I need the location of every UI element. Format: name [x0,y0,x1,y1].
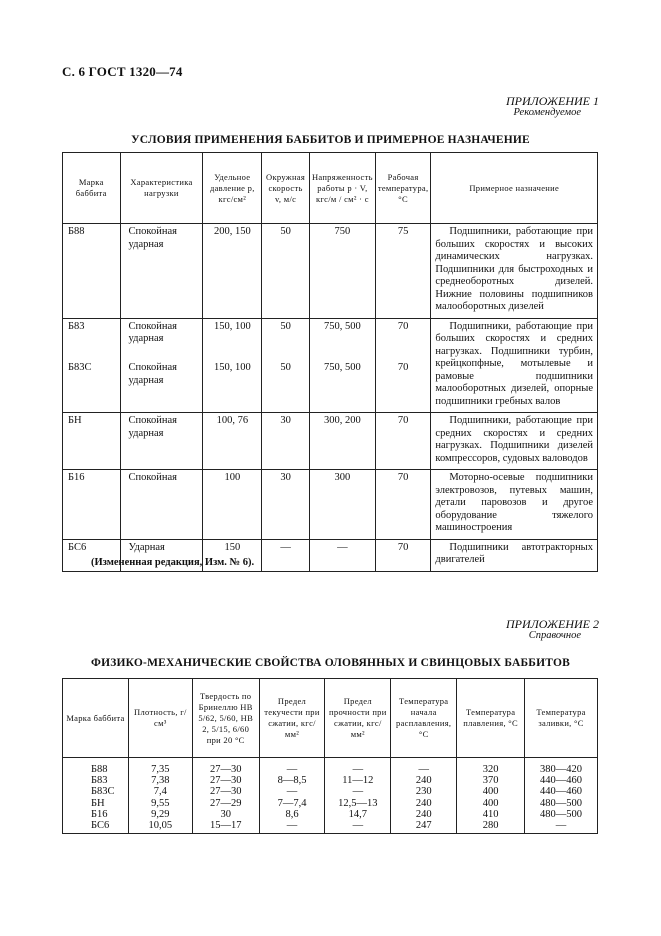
cell: 480—500 [525,809,598,820]
cell: 7,35 [128,758,192,776]
cell: — [325,758,391,776]
cell: 380—420 [525,758,598,776]
col-header: Напряженность работы p · V, кгс/м / см² · с [309,153,375,224]
table-1-title: УСЛОВИЯ ПРИМЕНЕНИЯ БАББИТОВ И ПРИМЕРНОЕ НАЗНАЧЕНИЕ [131,134,530,146]
cell: 50 [262,360,310,413]
table-row [63,775,598,786]
cell: 11—12 [325,775,391,786]
cell: 300 [309,470,375,540]
col-header: Предел прочности при сжатии, кгс/мм² [325,679,391,758]
cell: 370 [457,775,525,786]
cell: Б83С [63,786,129,797]
cell: 30 [262,413,310,470]
col-header: Температура начала расплавления, °С [391,679,457,758]
table-row [63,786,598,797]
cell: Подшипники, работающие при больших скоростях и средних нагрузках. Подшипники турбин, крейцкопфные, мотылевые и рамовые подшипники малооборотных дизелей, опорные подшипники гребных валов [431,318,598,413]
cell: Б83 [63,775,129,786]
col-header: Предел текучести при сжатии, кгс/мм² [259,679,325,758]
cell: — [525,820,598,834]
appendix-1-subtitle: Рекомендуемое [513,107,581,118]
cell: 7—7,4 [259,798,325,809]
cell: Б83С [63,360,121,413]
cell: — [325,820,391,834]
cell: 30 [262,470,310,540]
cell: Моторно-осевые подшипники электровозов, путевых машин, детали паровозов и другое оборудование тяжелого машиностроения [431,470,598,540]
col-header: Удельное давление p, кгс/см² [203,153,262,224]
col-header: Рабочая температура, °С [375,153,431,224]
cell: 12,5—13 [325,798,391,809]
cell: 440—460 [525,786,598,797]
cell: БН [63,413,121,470]
table-row [63,820,598,834]
cell: 400 [457,786,525,797]
cell: 400 [457,798,525,809]
cell: 150 [203,539,262,571]
col-header: Температура заливки, °С [525,679,598,758]
col-header: Марка баббита [63,679,129,758]
col-header: Твердость по Бринеллю НВ 5/62, 5/60, НВ 2, 5/15, 6/60 при 20 °С [192,679,259,758]
cell: 14,7 [325,809,391,820]
cell: 30 [192,809,259,820]
cell: 7,4 [128,786,192,797]
col-header: Характеристика нагрузки [120,153,203,224]
col-header: Марка баббита [63,153,121,224]
table-row [63,758,598,776]
cell: 70 [375,360,431,413]
appendix-2-title: ПРИЛОЖЕНИЕ 2 [506,617,599,631]
cell: — [259,758,325,776]
cell: БН [63,798,129,809]
cell: 440—460 [525,775,598,786]
babbitt-usage-table [62,152,598,572]
table-row [63,798,598,809]
cell: Б83 [63,318,121,360]
cell: 750, 500 [309,318,375,360]
cell: Спокойная ударная [120,413,203,470]
revision-note: (Измененная редакция, Изм. № 6). [91,557,255,568]
babbitt-properties-table [62,678,598,834]
cell: — [325,786,391,797]
cell: Спокойная ударная [120,224,203,319]
col-header: Температура плавления, °С [457,679,525,758]
col-header: Примерное назначение [431,153,598,224]
cell: 247 [391,820,457,834]
cell: 300, 200 [309,413,375,470]
cell: 27—30 [192,758,259,776]
appendix-1-title: ПРИЛОЖЕНИЕ 1 [506,94,599,108]
cell: 27—30 [192,786,259,797]
cell: 70 [375,413,431,470]
cell: 240 [391,775,457,786]
cell: Спокойная [120,470,203,540]
table-row [63,809,598,820]
cell: Подшипники автотракторных двигателей [431,539,598,571]
cell: 10,05 [128,820,192,834]
cell: 70 [375,539,431,571]
cell: БС6 [63,539,121,571]
cell: 480—500 [525,798,598,809]
page-header: С. 6 ГОСТ 1320—74 [62,64,183,79]
table-row [63,318,598,360]
cell: 70 [375,318,431,360]
cell: — [259,820,325,834]
cell: Б16 [63,470,121,540]
table-row [63,413,598,470]
cell: 320 [457,758,525,776]
cell: 100, 76 [203,413,262,470]
cell: 240 [391,809,457,820]
cell: Подшипники, работающие при средних скоростях и средних нагрузках. Подшипники дизелей компрессоров, судовых валоводов [431,413,598,470]
cell: 7,38 [128,775,192,786]
cell: 150, 100 [203,318,262,360]
cell: 230 [391,786,457,797]
cell: 750, 500 [309,360,375,413]
cell: Спокойная ударная [120,360,203,413]
cell: 50 [262,318,310,360]
cell: 50 [262,224,310,319]
col-header: Плотность, г/см³ [128,679,192,758]
cell: 200, 150 [203,224,262,319]
cell: Б88 [63,758,129,776]
table-header-row [63,153,598,224]
cell: 8—8,5 [259,775,325,786]
cell: 27—29 [192,798,259,809]
table-header-row [63,679,598,758]
cell: Спокойная ударная [120,318,203,360]
cell: 410 [457,809,525,820]
cell: 27—30 [192,775,259,786]
cell: Б16 [63,809,129,820]
cell: 75 [375,224,431,319]
cell: 150, 100 [203,360,262,413]
cell: 240 [391,798,457,809]
cell: Ударная [120,539,203,571]
col-header: Окружная скорость v, м/с [262,153,310,224]
cell: — [259,786,325,797]
cell: 9,29 [128,809,192,820]
cell: 750 [309,224,375,319]
table-row [63,224,598,319]
cell: — [309,539,375,571]
appendix-2-subtitle: Справочное [528,630,581,641]
cell: Подшипники, работающие при больших скоростях и высоких динамических нагрузках. Подшипники для быстроходных и среднеоборотных дизелей. Нижние половины подшипников малооборотных дизелей [431,224,598,319]
cell: 280 [457,820,525,834]
cell: Б88 [63,224,121,319]
cell: 100 [203,470,262,540]
cell: 8,6 [259,809,325,820]
cell: — [391,758,457,776]
table-2-title: ФИЗИКО-МЕХАНИЧЕСКИЕ СВОЙСТВА ОЛОВЯННЫХ И СВИНЦОВЫХ БАББИТОВ [91,657,570,669]
cell: 9,55 [128,798,192,809]
cell: — [262,539,310,571]
cell: 15—17 [192,820,259,834]
cell: 70 [375,470,431,540]
cell: БС6 [63,820,129,834]
table-row [63,470,598,540]
